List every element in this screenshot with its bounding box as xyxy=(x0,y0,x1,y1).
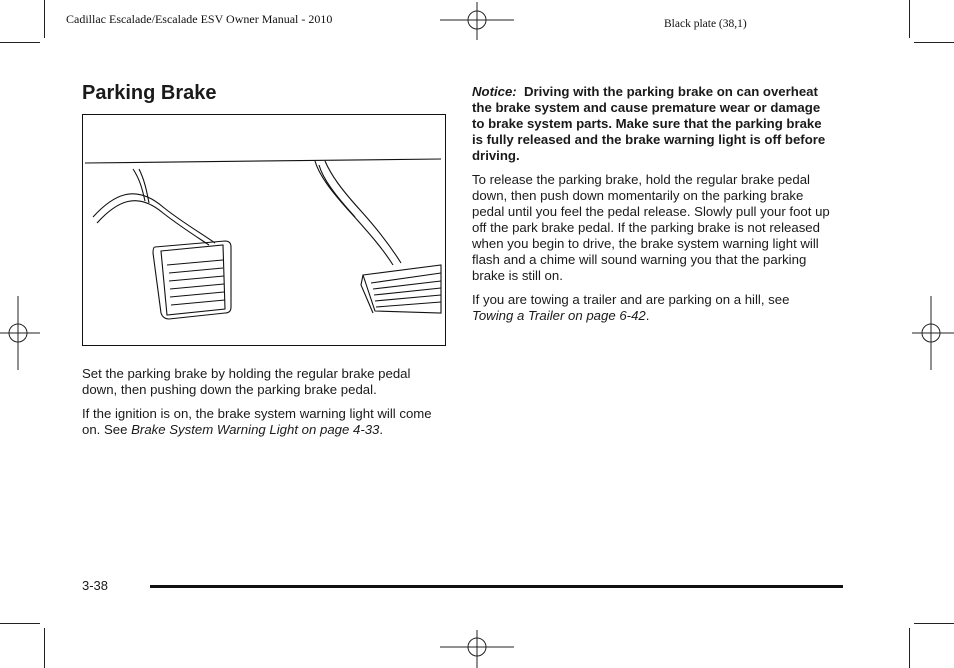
notice-paragraph xyxy=(472,84,834,164)
right-column xyxy=(472,84,834,332)
body-text: If the ignition is on, the brake system warning light will come on. See xyxy=(82,406,432,437)
body-text: . xyxy=(645,308,650,323)
body-text: If you are towing a trailer and are parking on a hill, see xyxy=(472,292,790,307)
crop-mark xyxy=(909,628,910,668)
page-number: 3-38 xyxy=(82,578,109,593)
crop-mark xyxy=(914,623,954,624)
cross-reference-link[interactable]: Brake System Warning Light on page 4-33 xyxy=(131,422,380,437)
registration-mark-icon xyxy=(0,296,40,370)
body-paragraph: Set the parking brake by holding the regular brake pedal down, then pushing down the parking brake pedal. xyxy=(82,366,411,397)
notice-text: Driving with the parking brake on can overheat the brake system and cause premature wear or damage to brake system parts. Make sure that the parking brake is fully released and the brake warning light is off before driving. xyxy=(472,84,826,163)
crop-mark xyxy=(914,42,954,43)
crop-mark xyxy=(909,0,910,38)
registration-mark-icon xyxy=(440,626,514,668)
registration-mark-icon xyxy=(912,296,954,370)
body-text: . xyxy=(379,422,384,437)
page-title: Parking Brake xyxy=(82,82,217,104)
footer-rule xyxy=(150,585,843,588)
pedal-illustration xyxy=(82,114,446,346)
cross-reference-link[interactable]: Towing a Trailer on page 6-42 xyxy=(472,308,646,323)
plate-label: Black plate (38,1) xyxy=(664,18,747,30)
body-paragraph: To release the parking brake, hold the regular brake pedal down, then push down momentarily on the parking brake pedal until you feel the pedal release. Slowly pull your foot up off the park brake pedal. If the parking brake is not released when you begin to drive, the brake system warning light will flash and a chime will sound warning you that the parking brake is still on. xyxy=(472,172,830,283)
body-paragraph xyxy=(82,406,438,438)
body-paragraph xyxy=(472,292,834,324)
registration-mark-icon xyxy=(440,2,514,42)
crop-mark xyxy=(0,42,40,43)
notice-label: Notice: xyxy=(472,84,517,99)
left-column xyxy=(82,366,438,446)
crop-mark xyxy=(0,623,40,624)
manual-header: Cadillac Escalade/Escalade ESV Owner Manual - 2010 xyxy=(66,12,333,26)
crop-mark xyxy=(44,628,45,668)
crop-mark xyxy=(44,0,45,38)
